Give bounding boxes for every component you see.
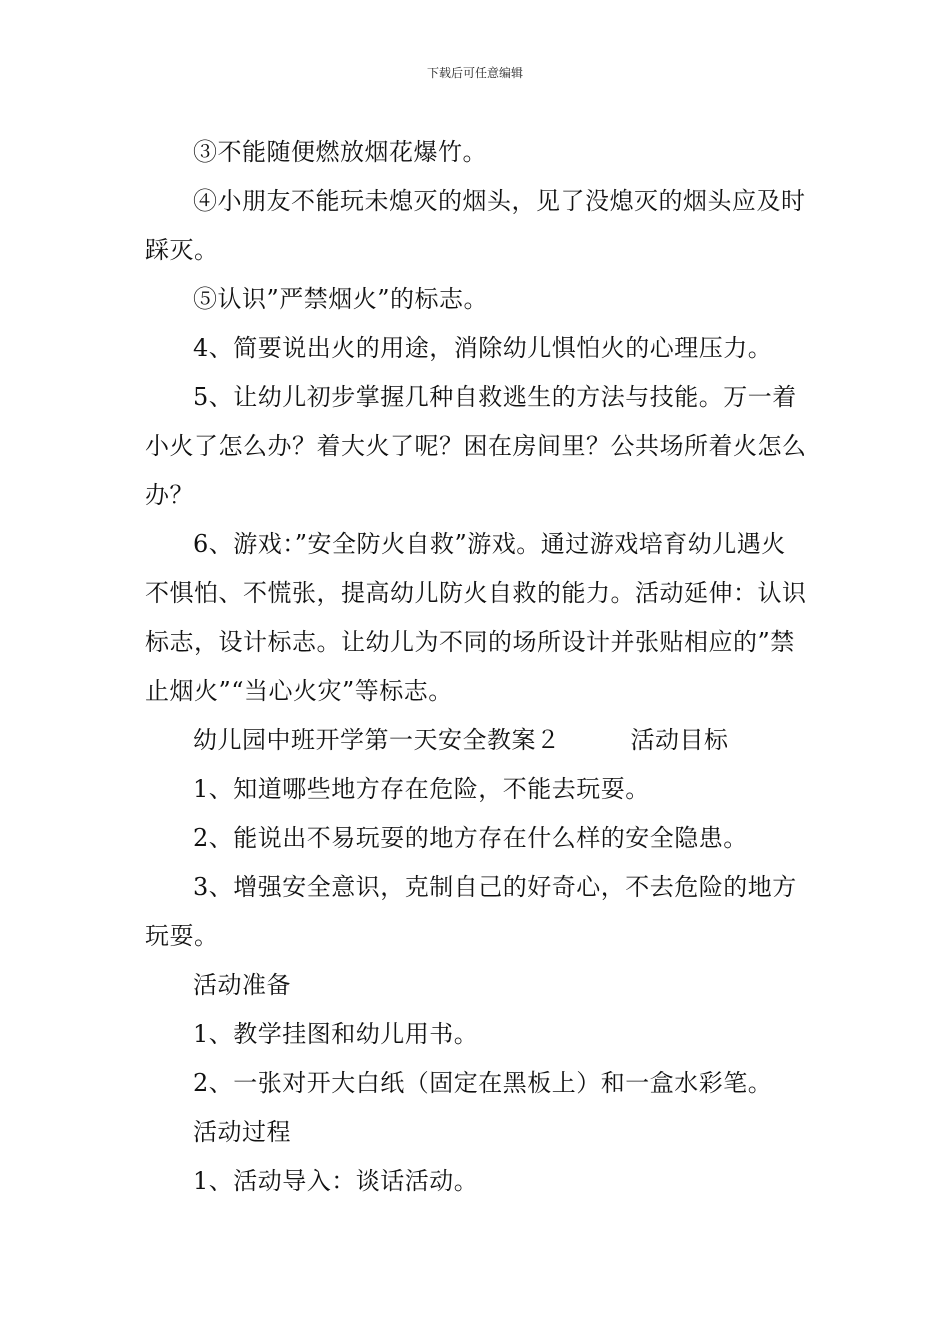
process-item: 1、活动导入：谈话活动。 <box>193 1167 479 1195</box>
paragraph: ④小朋友不能玩未熄灭的烟头，见了没熄灭的烟头应及时踩灭。 <box>145 187 806 264</box>
goal-item: 1、知道哪些地方存在危险，不能去玩耍。 <box>193 775 650 803</box>
paragraph: ⑤认识”严禁烟火”的标志。 <box>193 285 489 313</box>
document-body <box>145 128 810 1206</box>
goal-item: 2、能说出不易玩耍的地方存在什么样的安全隐患。 <box>193 824 748 852</box>
prep-heading: 活动准备 <box>193 971 291 999</box>
goal-heading: 活动目标 <box>630 726 729 754</box>
paragraph: 6、游戏：”安全防火自救”游戏。通过游戏培育幼儿遇火不惧怕、不慌张，提高幼儿防火自救的能力。活动延伸：认识标志，设计标志。让幼儿为不同的场所设计并张贴相应的”禁止烟火”“当心火灾”等标志。 <box>145 530 807 705</box>
download-note: 下载后可任意编辑 <box>426 66 523 80</box>
section-title-line <box>145 716 810 765</box>
prep-item: 1、教学挂图和幼儿用书。 <box>193 1020 479 1048</box>
paragraph: ③不能随便燃放烟花爆竹。 <box>193 138 487 166</box>
goal-item: 3、增强安全意识，克制自己的好奇心，不去危险的地方玩耍。 <box>145 873 797 950</box>
prep-item: 2、一张对开大白纸（固定在黑板上）和一盒水彩笔。 <box>193 1069 773 1097</box>
paragraph: 5、让幼儿初步掌握几种自救逃生的方法与技能。万一着小火了怎么办？着大火了呢？困在房间里？公共场所着火怎么办？ <box>145 383 807 509</box>
section-title: 幼儿园中班开学第一天安全教案２ <box>193 726 561 754</box>
paragraph: 4、简要说出火的用途，消除幼儿惧怕火的心理压力。 <box>193 334 773 362</box>
process-heading: 活动过程 <box>193 1118 291 1146</box>
